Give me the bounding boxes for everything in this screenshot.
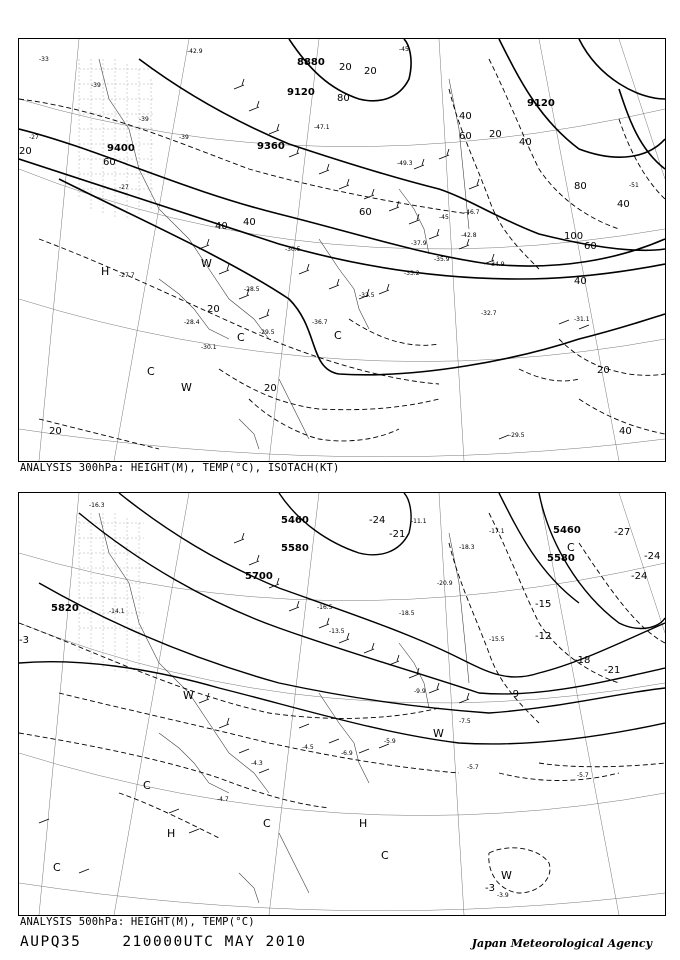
isotach-label: 60 xyxy=(103,157,116,168)
height-label: 5460 xyxy=(553,525,581,536)
cold-center-label: C xyxy=(147,365,155,378)
temp-label: -21 xyxy=(389,529,406,540)
isotach-label: 40 xyxy=(574,276,587,287)
temp-label: -30.1 xyxy=(201,344,217,351)
hatch-region xyxy=(79,513,144,673)
temp-label: -3.9 xyxy=(497,892,509,899)
isotach-label: 20 xyxy=(489,129,502,140)
temp-label: -12 xyxy=(535,631,552,642)
temp-label: -42.9 xyxy=(187,48,203,55)
temp-label: -27 xyxy=(119,184,129,191)
cold-center-label: C xyxy=(567,541,575,554)
height-label: 9400 xyxy=(107,143,135,154)
temp-label: -29.5 xyxy=(259,329,275,336)
isotach-label: 100 xyxy=(564,231,584,242)
temp-label: -46.7 xyxy=(464,209,480,216)
temp-label: -29.5 xyxy=(509,432,525,439)
temp-label: -27 xyxy=(29,134,39,141)
temp-label: -39 xyxy=(91,82,101,89)
temp-label: -39 xyxy=(139,116,149,123)
temp-label: -20.9 xyxy=(437,580,453,587)
temp-label: -45 xyxy=(399,46,409,53)
temp-label: -24 xyxy=(631,571,648,582)
temp-label: -9.9 xyxy=(414,688,426,695)
temp-label: -31.1 xyxy=(574,316,590,323)
high-center-label: H xyxy=(359,817,368,830)
isotach-label: 20 xyxy=(339,62,352,73)
temp-label: -18.5 xyxy=(399,610,415,617)
cold-center-label: C xyxy=(381,849,389,862)
warm-center-label: W xyxy=(181,381,192,394)
cold-center-label: C xyxy=(143,779,151,792)
isotach-label: 20 xyxy=(264,383,277,394)
cold-center-label: C xyxy=(237,331,245,344)
agency-name: Japan Meteorological Agency xyxy=(471,937,652,950)
isotach-label: 60 xyxy=(459,131,472,142)
height-label: 8880 xyxy=(297,57,325,68)
isotach-label: 40 xyxy=(459,111,472,122)
coastlines xyxy=(99,513,469,903)
temp-label: -5.9 xyxy=(384,738,396,745)
temp-label: -24 xyxy=(369,515,386,526)
temp-label: -18 xyxy=(574,655,591,666)
height-label: 9360 xyxy=(257,141,285,152)
map-500hpa xyxy=(18,492,666,916)
isotherms xyxy=(19,59,665,449)
temp-label: -9 xyxy=(509,689,519,700)
temp-label: -39 xyxy=(179,134,189,141)
temp-label: -3 xyxy=(485,883,495,894)
isotach-label: 20 xyxy=(364,66,377,77)
warm-center-label: W xyxy=(183,689,194,702)
temp-label: -5.7 xyxy=(467,764,479,771)
isotach-label: 60 xyxy=(359,207,372,218)
temp-label: -32.5 xyxy=(359,292,375,299)
map-300hpa-svg xyxy=(19,39,665,461)
warm-center-label: W xyxy=(201,257,212,270)
temp-label: -21 xyxy=(604,665,621,676)
temp-label: -14.1 xyxy=(109,608,125,615)
temp-label: -6.9 xyxy=(341,750,353,757)
chart-code: AUPQ35 xyxy=(20,934,82,950)
temp-label: -4.7 xyxy=(217,796,229,803)
height-label: 9120 xyxy=(527,98,555,109)
temp-label: -11.1 xyxy=(411,518,427,525)
high-center-label: H xyxy=(167,827,176,840)
temp-label: -34.9 xyxy=(489,261,505,268)
temp-label: -16.5 xyxy=(317,604,333,611)
height-labels xyxy=(107,57,555,154)
temp-label: -15 xyxy=(535,599,552,610)
height-label: 5580 xyxy=(281,543,309,554)
isotach-label: 40 xyxy=(617,199,630,210)
temp-label: -4.5 xyxy=(302,744,314,751)
temp-label: -33 xyxy=(39,56,49,63)
isotach-label: 40 xyxy=(215,221,228,232)
isotach-label: 40 xyxy=(619,426,632,437)
temp-label: -7.5 xyxy=(459,718,471,725)
height-label: 9120 xyxy=(287,87,315,98)
map-500hpa-caption: ANALYSIS 500hPa: HEIGHT(M), TEMP(°C) xyxy=(20,916,255,928)
temp-label: -4.3 xyxy=(251,760,263,767)
isotach-labels xyxy=(19,62,632,437)
isotach-label: 80 xyxy=(574,181,587,192)
isotach-label: 20 xyxy=(49,426,62,437)
chart-datetime: 210000UTC MAY 2010 xyxy=(122,934,307,950)
isotach-label: 20 xyxy=(207,304,220,315)
temp-label: -28.5 xyxy=(244,286,260,293)
height-contours xyxy=(19,39,665,375)
temp-label: -15.5 xyxy=(489,636,505,643)
isotach-label: 20 xyxy=(19,146,32,157)
isotach-label: 60 xyxy=(584,241,597,252)
wind-barbs xyxy=(199,79,589,439)
temp-label: -42.8 xyxy=(461,232,477,239)
temp-label: -49.3 xyxy=(397,160,413,167)
isotach-label: 40 xyxy=(243,217,256,228)
temp-label: -24 xyxy=(644,551,661,562)
temp-label: -3 xyxy=(19,635,29,646)
temp-label: -5.7 xyxy=(577,772,589,779)
isotach-label: 80 xyxy=(337,93,350,104)
height-label: 5580 xyxy=(547,553,575,564)
map-300hpa xyxy=(18,38,666,462)
map-300hpa-caption: ANALYSIS 300hPa: HEIGHT(M), TEMP(°C), ISOTACH(KT) xyxy=(20,462,340,474)
temp-label: -37.9 xyxy=(411,240,427,247)
temp-label: -27.7 xyxy=(119,272,135,279)
isotach-label: 40 xyxy=(519,137,532,148)
temp-label: -30.5 xyxy=(285,246,301,253)
cold-center-label: C xyxy=(334,329,342,342)
height-label: 5820 xyxy=(51,603,79,614)
warm-center-label: W xyxy=(433,727,444,740)
height-label: 5460 xyxy=(281,515,309,526)
high-center-label: H xyxy=(101,265,110,278)
temp-label: -51 xyxy=(629,182,639,189)
wind-barbs xyxy=(39,533,469,873)
temp-label: -27 xyxy=(614,527,631,538)
height-label: 5700 xyxy=(245,571,273,582)
map-500hpa-svg xyxy=(19,493,665,915)
temp-label: -32.7 xyxy=(481,310,497,317)
coastlines xyxy=(99,59,469,449)
chart-identifier xyxy=(20,934,306,950)
temp-label: -18.3 xyxy=(459,544,475,551)
temp-label: -36.7 xyxy=(312,319,328,326)
temp-label: -17.1 xyxy=(489,528,505,535)
temp-label: -45 xyxy=(439,214,449,221)
temp-label: -33.2 xyxy=(404,270,420,277)
temp-label: -16.3 xyxy=(89,502,105,509)
isotach-label: 20 xyxy=(597,365,610,376)
temp-label: -47.1 xyxy=(314,124,330,131)
cold-center-label: C xyxy=(53,861,61,874)
temp-labels-small xyxy=(89,502,589,899)
temp-label: -13.5 xyxy=(329,628,345,635)
temp-label: -28.4 xyxy=(184,319,200,326)
warm-center-label: W xyxy=(501,869,512,882)
temp-label: -35.9 xyxy=(434,256,450,263)
cold-center-label: C xyxy=(263,817,271,830)
